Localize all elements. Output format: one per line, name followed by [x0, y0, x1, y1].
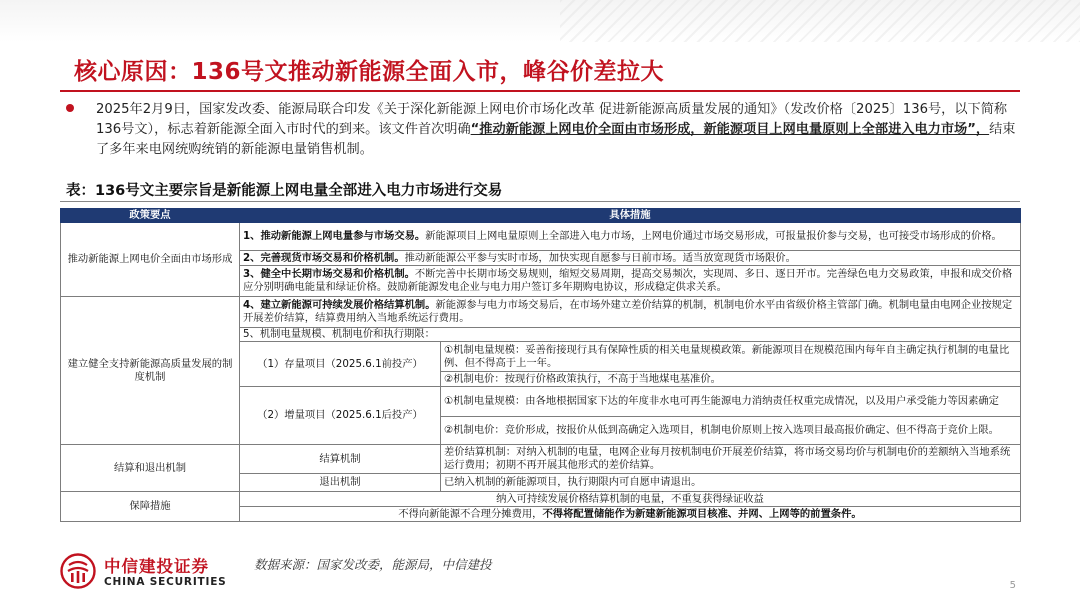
measure-cell: [240, 223, 1021, 251]
measure-title: 1、推动新能源上网电量参与市场交易。: [243, 230, 426, 242]
stock-project-label: （1）存量项目（2025.6.1前投产）: [240, 342, 441, 387]
policy-point-mechanism: 建立健全支持新能源高质量发展的制度机制: [61, 297, 240, 445]
caption-divider: [60, 201, 1020, 202]
exit-text: 已纳入机制的新能源项目，执行期限内可自愿申请退出。: [441, 474, 1021, 492]
policy-table: [60, 208, 1021, 522]
measure-title: 4、建立新能源可持续发展价格结算机制。: [243, 299, 436, 311]
brand-name-cn: 中信建投证券: [104, 557, 209, 576]
table-header-row: [61, 209, 1021, 223]
policy-point-market: 推动新能源上网电价全面由市场形成: [61, 223, 240, 297]
safeguard-1: 纳入可持续发展价格结算机制的电量，不重复获得绿证收益: [240, 492, 1021, 507]
settlement-text: 差价结算机制：对纳入机制的电量，电网企业每月按机制电价开展差价结算，将市场交易均价与机制电价的差额纳入当地系统运行费用；初期不再开展其他形式的差价结算。: [441, 445, 1021, 474]
intro-paragraph: [96, 100, 1016, 160]
title-divider: [60, 90, 1020, 92]
measure-text: 推动新能源公平参与实时市场，加快实现自愿参与日前市场。适当放宽现货市场限价。: [404, 251, 796, 264]
table-row: [61, 445, 1021, 474]
settlement-label: 结算机制: [240, 445, 441, 474]
measure-cell: 5、机制电量规模、机制电价和执行期限：: [240, 328, 1021, 342]
measure-title: 3、健全中长期市场交易和价格机制。: [243, 268, 415, 280]
data-source: 数据来源：国家发改委，能源局，中信建投: [254, 557, 492, 572]
intro-bullet: [66, 100, 1016, 160]
table-row: [61, 492, 1021, 507]
safeguard-2-text: 不得向新能源不合理分摊费用，: [398, 507, 543, 520]
table-caption: 表：136号文主要宗旨是新能源上网电量全部进入电力市场进行交易: [66, 183, 503, 199]
header-measures: 具体措施: [240, 209, 1021, 223]
slide-title: 核心原因：136号文推动新能源全面入市，峰谷价差拉大: [74, 59, 665, 85]
bullet-dot-icon: [66, 104, 74, 112]
new-rule-2: ②机制电价：竞价形成，按报价从低到高确定入选项目，机制电价原则上按入选项目最高报价确定、但不得高于竞价上限。: [441, 417, 1021, 445]
measure-cell: [240, 297, 1021, 328]
new-project-label: （2）增量项目（2025.6.1后投产）: [240, 387, 441, 445]
stock-rule-2: ②机制电价：按现行价格政策执行，不高于当地煤电基准价。: [441, 372, 1021, 387]
table-row: [61, 223, 1021, 251]
measure-cell: [240, 266, 1021, 297]
china-securities-logo-icon: [60, 553, 96, 589]
measure-text: 不断完善中长期市场交易规则，缩短交易周期，提高交易频次，实现周、多日、逐日开市。完善绿色电力交易政策，申报和成交价格应分别明确电能量和绿证价格。鼓励新能源发电企业与电力用户签订多年期购电协议，形成稳定供求关系。: [243, 268, 1013, 293]
exit-label: 退出机制: [240, 474, 441, 492]
policy-point-safeguards: 保障措施: [61, 492, 240, 522]
safeguard-2: [240, 507, 1021, 522]
measure-text: 新能源参与电力市场交易后，在市场外建立差价结算的机制，机制电价水平由省级价格主管部门确。机制电量由电网企业按规定开展差价结算，结算费用纳入当地系统运行费用。: [243, 299, 1013, 324]
intro-emphasis: “推动新能源上网电价全面由市场形成，新能源项目上网电量原则上全部进入电力市场”，: [470, 122, 990, 137]
stock-rule-1: ①机制电量规模：妥善衔接现行具有保障性质的相关电量规模政策。新能源项目在规模范围内每年自主确定执行机制的电量比例、但不得高于上一年。: [441, 342, 1021, 372]
safeguard-2-emphasis: 不得将配置储能作为新建新能源项目核准、并网、上网等的前置条件。: [542, 507, 862, 520]
header-policy-point: 政策要点: [61, 209, 240, 223]
company-logo: [60, 551, 240, 591]
new-rule-1: ①机制电量规模：由各地根据国家下达的年度非水电可再生能源电力消纳责任权重完成情况，以及用户承受能力等因素确定: [441, 387, 1021, 417]
intro-text-part1: 2025年2月9日，国家发改委、能源局联合印发《关于深化新能源上网电价市场化改革 促进新能源高质量发展的通知》（发改价格〔2025〕136号，以下简称136号文），标志着新能源全面入市时代的到来。该文件首次明确: [96, 102, 1008, 137]
policy-point-settlement: 结算和退出机制: [61, 445, 240, 492]
brand-name-en: CHINA SECURITIES: [104, 576, 227, 588]
table-row: [61, 297, 1021, 328]
top-decorative-band: [0, 0, 1080, 42]
measure-cell: [240, 251, 1021, 266]
measure-title: 2、完善现货市场交易和价格机制。: [243, 251, 405, 264]
page-number: 5: [1009, 580, 1016, 591]
intro-text-part2: 结束了多年来电网统购统销的新能源电量销售机制。: [96, 122, 1016, 157]
measure-text: 新能源项目上网电量原则上全部进入电力市场，上网电价通过市场交易形成，可报量报价参与交易，也可接受市场形成的价格。: [425, 230, 1002, 242]
